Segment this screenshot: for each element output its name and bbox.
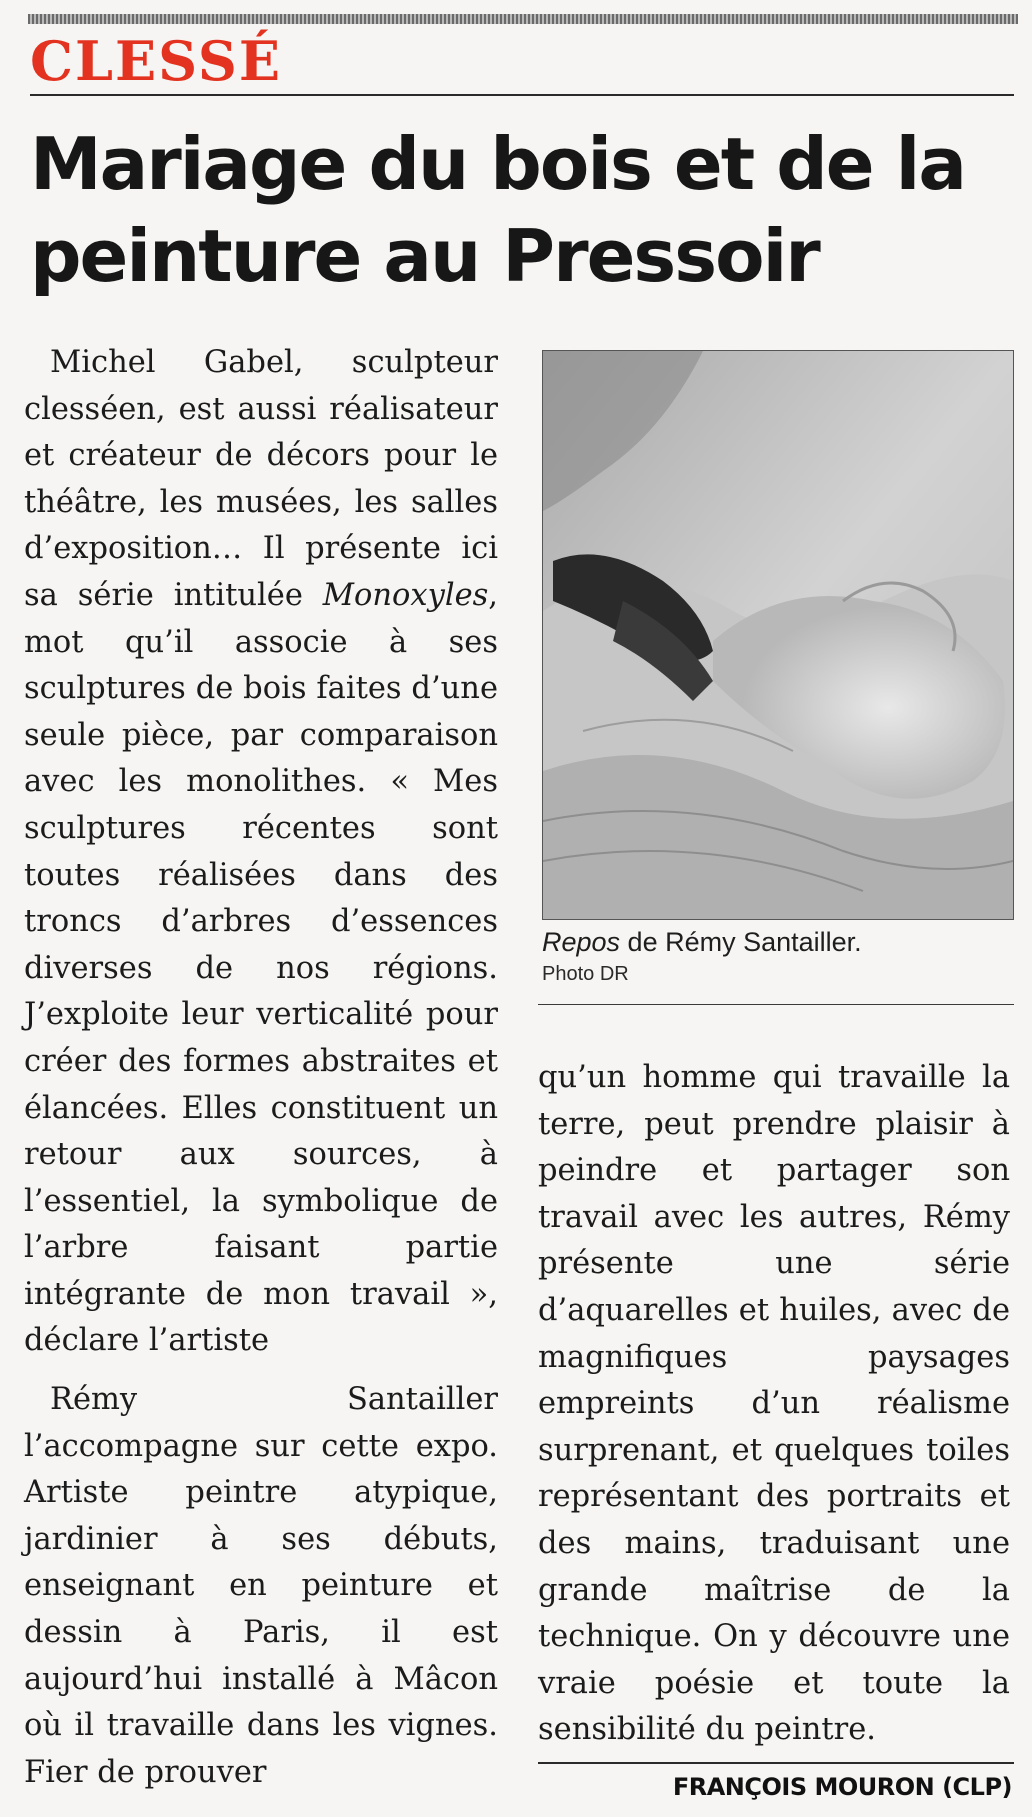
painting-image [543,351,1013,919]
kicker-rule [30,94,1014,96]
article-left-column [24,340,498,1796]
caption-rule [538,1004,1014,1005]
article-photo [542,350,1014,920]
section-kicker: CLESSÉ [30,29,283,93]
byline-rule [538,1762,1014,1764]
page-top-border [28,14,1018,24]
article-headline: Mariage du bois et de la peinture au Pressoir [30,122,965,298]
right-paragraph-1: qu’un homme qui travaille la terre, peut prendre plaisir à peindre et partager son travail avec les autres, Rémy présente une série d’aquarelles et huiles, avec de magnifiques paysages empreints d’un réalisme surprenant, et quelques toiles représentant des portraits et des mains, traduisant une grande maîtrise de la technique. On y découvre une vraie poésie et toute la sensibilité du peintre. [538,1060,1010,1748]
left-paragraph-2: Rémy Santailler l’accompagne sur cette expo. Artiste peintre atypique, jardinier à ses débuts, enseignant en peinture et dessin à Paris, il est aujourd’hui installé à Mâcon où il travaille dans les vignes. Fier de prouver [24,1382,498,1790]
series-title: Monoxyles [322,577,489,613]
left-paragraph-1: Michel Gabel, sculpteur clesséen, est aussi réalisateur et créateur de décors pour le théâtre, les musées, les salles d’exposition… Il présente ici sa série intitulée Monoxyles, mot qu’il associe à ses sculptures de bois faites d’une seule pièce, par comparaison avec les monolithes. « Mes sculptures récentes sont toutes réalisées dans des troncs d’arbres d’essences diverses de nos régions. J’exploite leur verticalité pour créer des formes abstraites et élancées. Elles constituent un retour aux sources, à l’essentiel, la symbolique de l’arbre faisant partie intégrante de mon travail », déclare l’artiste [24,345,498,1359]
author-byline: FRANÇOIS MOURON (CLP) [672,1773,1012,1801]
painting-title: Repos [542,927,621,957]
photo-credit: Photo DR [542,963,629,985]
article-right-column [538,1055,1010,1754]
photo-caption: Repos de Rémy Santailler. Photo DR [542,924,1012,988]
